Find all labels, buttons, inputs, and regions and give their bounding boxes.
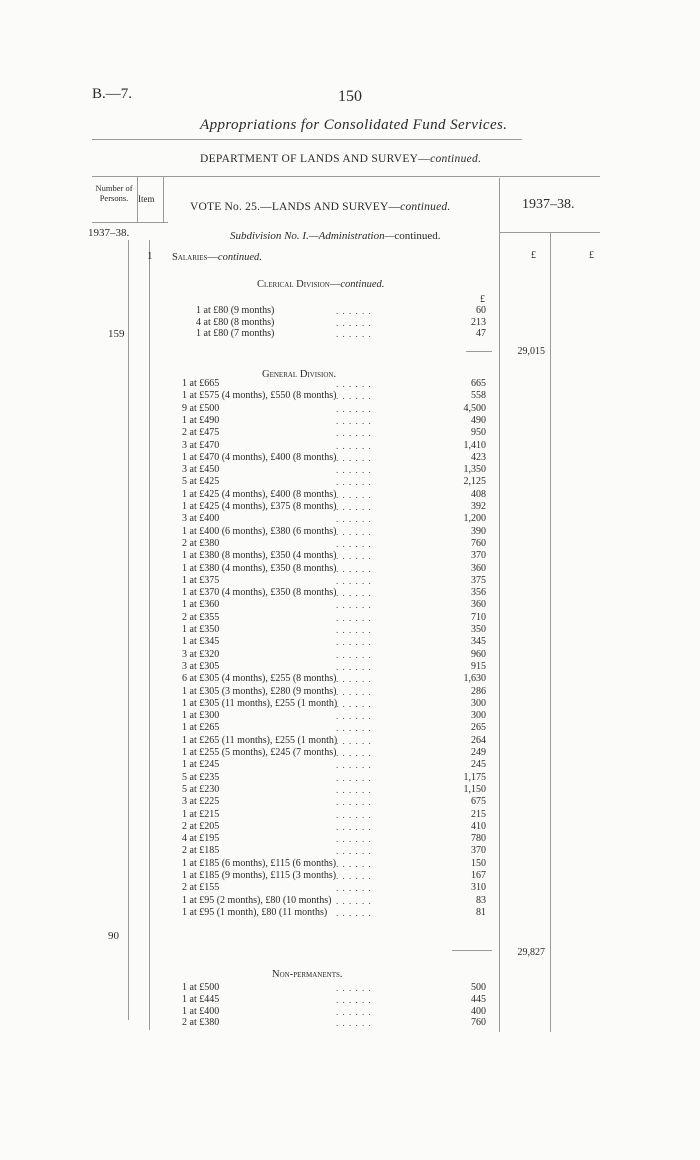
general-row-amount: 150: [471, 857, 486, 869]
general-row-leader: . . . . . .: [336, 502, 372, 512]
general-row-amount: 558: [471, 390, 486, 402]
clerical-heading-suffix: continued.: [340, 279, 385, 290]
general-row-desc: 1 at £300: [182, 710, 220, 722]
non-permanents-row-leader: . . . . . .: [336, 1006, 372, 1017]
general-row-desc: 2 at £380: [182, 537, 220, 549]
general-row-amount: 345: [471, 636, 486, 648]
general-row-desc: 1 at £380 (8 months), £350 (4 months): [182, 550, 337, 562]
general-row-amount: 1,150: [463, 783, 486, 795]
year-label-left: 1937–38.: [88, 227, 130, 239]
general-row-desc: 5 at £235: [182, 771, 220, 783]
general-row-amount: 360: [471, 562, 486, 574]
pound-sign-left-column: £: [531, 250, 536, 261]
general-row-amount: 286: [471, 685, 486, 697]
general-row-leader: . . . . . .: [336, 686, 372, 697]
general-row-desc: 1 at £425 (4 months), £375 (8 months): [182, 501, 337, 512]
general-row-amount: 950: [471, 427, 486, 439]
item-header: Item: [138, 194, 155, 204]
general-row-desc: 1 at £265: [182, 722, 220, 734]
rule-desc-right: [499, 178, 500, 1032]
general-row-desc: 2 at £475: [182, 427, 220, 439]
clerical-row-leader: . . . . . .: [336, 306, 372, 316]
general-row-amount: 1,175: [463, 771, 486, 783]
clerical-heading-text: Clerical Division—: [257, 279, 341, 290]
subdivision-title-text: Subdivision No. I.—Administration—: [230, 230, 395, 242]
general-row-desc: 3 at £400: [182, 513, 220, 525]
clerical-row-leader: . . . . . .: [336, 317, 372, 328]
vote-title-text: VOTE No. 25.—LANDS AND SURVEY—: [190, 201, 401, 213]
general-row-amount: 167: [471, 870, 486, 881]
non-permanents-row-leader: . . . . . .: [336, 994, 372, 1005]
general-row-desc: 1 at £400 (6 months), £380 (6 months): [182, 525, 337, 537]
general-row-amount: 310: [471, 882, 486, 894]
non-permanents-row-desc: 1 at £400: [182, 1005, 220, 1017]
general-row-leader: . . . . . .: [336, 379, 372, 389]
general-heading: General Division.: [262, 369, 337, 380]
general-row-desc: 1 at £375: [182, 574, 220, 586]
general-row-leader: . . . . . .: [336, 748, 372, 758]
non-permanents-row-amount: 500: [471, 982, 486, 993]
general-row-desc: 1 at £185 (9 months), £115 (3 months): [182, 870, 337, 881]
general-row-leader: . . . . . .: [336, 735, 372, 746]
general-row-desc: 1 at £425 (4 months), £400 (8 months): [182, 488, 337, 500]
clerical-row-amount: 60: [476, 305, 486, 316]
general-row-leader: . . . . . .: [336, 784, 372, 795]
general-row-leader: . . . . . .: [336, 723, 372, 734]
header-bottom-rule-left: [92, 222, 168, 223]
general-row-amount: 83: [476, 894, 486, 906]
non-permanents-row-amount: 400: [471, 1005, 486, 1017]
general-row-amount: 300: [471, 710, 486, 722]
general-row-desc: 1 at £360: [182, 599, 220, 611]
general-row-desc: 5 at £230: [182, 783, 220, 795]
general-row-desc: 5 at £425: [182, 476, 220, 488]
general-row-leader: . . . . . .: [336, 772, 372, 783]
general-row-desc: 1 at £490: [182, 414, 220, 426]
general-row-amount: 1,630: [463, 673, 486, 685]
general-row-desc: 2 at £355: [182, 611, 220, 623]
general-row-leader: . . . . . .: [336, 452, 372, 463]
clerical-row-desc: 4 at £80 (8 months): [196, 316, 275, 328]
general-row-desc: 2 at £205: [182, 820, 220, 832]
general-row-desc: 1 at £245: [182, 759, 220, 771]
clerical-heading: [257, 279, 384, 290]
general-row-leader: . . . . . .: [336, 821, 372, 832]
general-row-desc: 1 at £95 (2 months), £80 (10 months): [182, 894, 332, 906]
non-permanents-row-desc: 1 at £500: [182, 982, 220, 993]
clerical-subtotal-rule: [466, 351, 492, 352]
department-title: [200, 153, 481, 165]
general-row-desc: 1 at £305 (3 months), £280 (9 months): [182, 685, 337, 697]
general-row-desc: 1 at £575 (4 months), £550 (8 months): [182, 390, 337, 402]
general-row-amount: 1,350: [463, 464, 486, 476]
general-row-desc: 1 at £470 (4 months), £400 (8 months): [182, 451, 337, 463]
general-row-amount: 490: [471, 414, 486, 426]
rule-amount-mid: [550, 232, 551, 1032]
general-row-leader: . . . . . .: [336, 674, 372, 685]
non-permanents-row-leader: . . . . . .: [336, 983, 372, 993]
salaries-heading: [172, 252, 262, 263]
general-row-leader: . . . . . .: [336, 871, 372, 881]
general-row-amount: 1,410: [463, 439, 486, 451]
salaries-label: Salaries—: [172, 252, 218, 263]
general-row-desc: 1 at £350: [182, 624, 220, 635]
clerical-pound-sign: £: [480, 294, 485, 305]
persons-general: 90: [108, 930, 119, 942]
clerical-row-leader: . . . . . .: [336, 329, 372, 339]
general-row-amount: 423: [471, 451, 486, 463]
general-row-desc: 1 at £665: [182, 378, 220, 389]
general-row-amount: 2,125: [463, 476, 486, 488]
clerical-row-desc: 1 at £80 (7 months): [196, 328, 275, 339]
number-of-persons-header: Number of Persons.: [95, 183, 133, 203]
rule-item-right: [163, 176, 164, 222]
non-permanents-row-amount: 760: [471, 1017, 486, 1029]
general-row-leader: . . . . . .: [336, 477, 372, 488]
general-row-desc: 4 at £195: [182, 833, 220, 845]
general-row-desc: 9 at £500: [182, 402, 220, 414]
general-row-desc: 1 at £255 (5 months), £245 (7 months): [182, 747, 337, 758]
general-row-amount: 81: [476, 906, 486, 918]
general-row-leader: . . . . . .: [336, 661, 372, 672]
general-row-leader: . . . . . .: [336, 538, 372, 549]
non-permanents-row-desc: 2 at £380: [182, 1017, 220, 1029]
general-row-leader: . . . . . .: [336, 649, 372, 660]
general-row-leader: . . . . . .: [336, 883, 372, 894]
general-row-desc: 1 at £305 (11 months), £255 (1 month): [182, 697, 338, 709]
general-row-leader: . . . . . .: [336, 698, 372, 709]
general-row-amount: 410: [471, 820, 486, 832]
general-row-leader: . . . . . .: [336, 428, 372, 439]
rule-persons-right-lower: [128, 240, 129, 1020]
general-row-desc: 3 at £225: [182, 796, 220, 808]
general-row-amount: 360: [471, 599, 486, 611]
general-subtotal-rule: [452, 950, 492, 951]
general-row-desc: 1 at £265 (11 months), £255 (1 month): [182, 734, 338, 746]
general-row-leader: . . . . . .: [336, 858, 372, 869]
general-row-desc: 1 at £345: [182, 636, 220, 648]
general-row-desc: 6 at £305 (4 months), £255 (8 months): [182, 673, 337, 685]
general-row-amount: 710: [471, 611, 486, 623]
general-row-amount: 915: [471, 660, 486, 672]
general-row-leader: . . . . . .: [336, 846, 372, 857]
general-row-leader: . . . . . .: [336, 551, 372, 562]
table-top-rule: [92, 176, 600, 177]
general-row-amount: 249: [471, 747, 486, 758]
general-row-leader: . . . . . .: [336, 440, 372, 451]
subdivision-title: [230, 230, 441, 242]
running-title: Appropriations for Consolidated Fund Services.: [200, 117, 508, 133]
clerical-row-desc: 1 at £80 (9 months): [196, 305, 275, 316]
general-row-amount: 350: [471, 624, 486, 635]
general-row-leader: . . . . . .: [336, 563, 372, 574]
general-row-leader: . . . . . .: [336, 403, 372, 414]
general-row-leader: . . . . . .: [336, 489, 372, 500]
general-row-leader: . . . . . .: [336, 575, 372, 586]
general-row-amount: 665: [471, 378, 486, 389]
page-number: 150: [338, 88, 362, 105]
non-permanents-row-desc: 1 at £445: [182, 993, 220, 1005]
vote-title: [190, 201, 450, 213]
header-rule: [92, 139, 522, 140]
clerical-total: 29,015: [517, 346, 545, 357]
header-bottom-rule-right: [500, 232, 600, 233]
department-title-text: DEPARTMENT OF LANDS AND SURVEY—: [200, 153, 431, 165]
general-row-desc: 3 at £450: [182, 464, 220, 476]
general-row-leader: . . . . . .: [336, 625, 372, 635]
general-row-desc: 1 at £185 (6 months), £115 (6 months): [182, 857, 337, 869]
general-row-amount: 300: [471, 697, 486, 709]
clerical-row-amount: 213: [471, 316, 486, 328]
general-row-amount: 760: [471, 537, 486, 549]
general-row-leader: . . . . . .: [336, 600, 372, 611]
general-row-amount: 408: [471, 488, 486, 500]
general-row-amount: 390: [471, 525, 486, 537]
general-row-desc: 1 at £370 (4 months), £350 (8 months): [182, 587, 337, 599]
general-row-amount: 265: [471, 722, 486, 734]
general-total: 29,827: [517, 947, 545, 958]
general-row-leader: . . . . . .: [336, 514, 372, 525]
general-row-leader: . . . . . .: [336, 907, 372, 918]
general-row-amount: 4,500: [463, 402, 486, 414]
general-row-amount: 780: [471, 833, 486, 845]
general-row-leader: . . . . . .: [336, 834, 372, 845]
general-row-leader: . . . . . .: [336, 895, 372, 906]
vote-title-suffix: continued.: [400, 201, 451, 213]
general-row-amount: 215: [471, 808, 486, 820]
general-row-amount: 960: [471, 648, 486, 660]
general-row-desc: 3 at £305: [182, 660, 220, 672]
rule-item-right-lower: [149, 240, 150, 1030]
non-permanents-heading: Non-permanents.: [272, 969, 343, 980]
general-row-desc: 2 at £185: [182, 845, 220, 857]
general-row-desc: 2 at £155: [182, 882, 220, 894]
general-row-amount: 370: [471, 845, 486, 857]
general-row-leader: . . . . . .: [336, 797, 372, 808]
document-reference: B.—7.: [92, 86, 133, 102]
general-row-leader: . . . . . .: [336, 760, 372, 771]
general-row-desc: 1 at £215: [182, 808, 220, 820]
department-title-suffix: continued.: [430, 153, 482, 165]
non-permanents-row-amount: 445: [471, 993, 486, 1005]
salaries-suffix: continued.: [217, 252, 262, 263]
non-permanents-row-leader: . . . . . .: [336, 1018, 372, 1029]
persons-clerical: 159: [108, 328, 125, 340]
general-row-amount: 245: [471, 759, 486, 771]
general-row-leader: . . . . . .: [336, 612, 372, 623]
general-row-desc: 1 at £95 (1 month), £80 (11 months): [182, 906, 328, 918]
general-row-amount: 675: [471, 796, 486, 808]
general-row-leader: . . . . . .: [336, 415, 372, 426]
pound-sign-right-column: £: [589, 250, 594, 261]
general-row-leader: . . . . . .: [336, 809, 372, 820]
item-number: 1: [147, 250, 153, 262]
general-row-desc: 1 at £380 (4 months), £350 (8 months): [182, 562, 337, 574]
subdivision-title-suffix: continued.: [394, 230, 441, 242]
general-row-leader: . . . . . .: [336, 637, 372, 648]
general-row-leader: . . . . . .: [336, 588, 372, 599]
general-row-amount: 375: [471, 574, 486, 586]
general-row-leader: . . . . . .: [336, 526, 372, 537]
general-row-amount: 356: [471, 587, 486, 599]
general-row-leader: . . . . . .: [336, 465, 372, 476]
general-row-amount: 392: [471, 501, 486, 512]
general-row-amount: 370: [471, 550, 486, 562]
general-row-desc: 3 at £320: [182, 648, 220, 660]
general-row-leader: . . . . . .: [336, 711, 372, 722]
clerical-row-amount: 47: [476, 328, 486, 339]
general-row-amount: 1,200: [463, 513, 486, 525]
general-row-amount: 264: [471, 734, 486, 746]
general-row-leader: . . . . . .: [336, 391, 372, 402]
year-header: 1937–38.: [522, 197, 575, 212]
general-row-desc: 3 at £470: [182, 439, 220, 451]
